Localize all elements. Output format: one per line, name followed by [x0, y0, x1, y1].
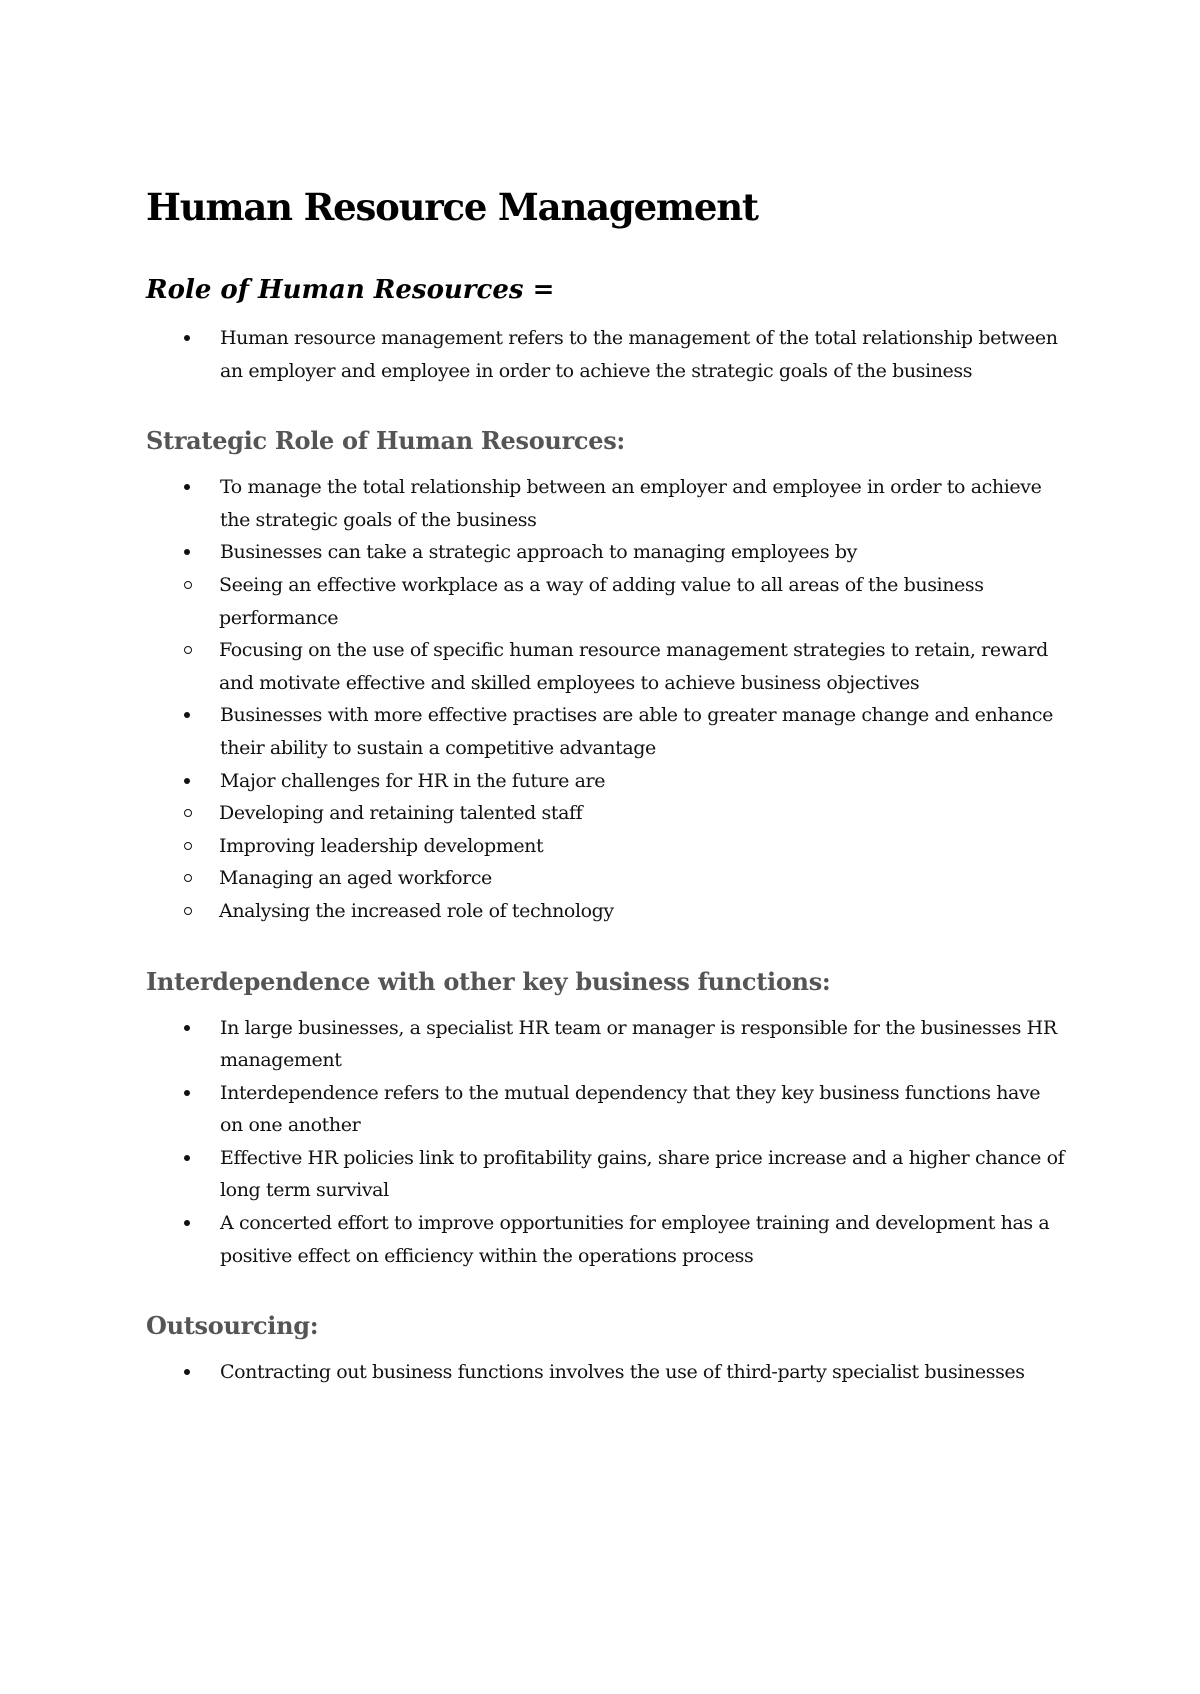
list-item [146, 1012, 1066, 1077]
document-page [146, 180, 1066, 1423]
list-item-text: In large businesses, a specialist HR team or manager is responsible for the businesses HR management [220, 1016, 1057, 1072]
section-heading: Outsourcing: [146, 1311, 319, 1341]
document-title: Human Resource Management [146, 185, 758, 229]
bullet-list [146, 699, 1066, 797]
list-item [146, 471, 1066, 536]
list-item-text: Contracting out business functions involves the use of third-party specialist businesses [220, 1361, 1025, 1384]
list-item [146, 1207, 1066, 1272]
list-item-text: To manage the total relationship between an employer and employee in order to achieve the strategic goals of the business [220, 476, 1042, 531]
bullet-list [146, 471, 1066, 569]
sub-list-item-text: Focusing on the use of specific human resource management strategies to retain, reward and motivate effective and skilled employees to achieve business objectives [219, 639, 1048, 694]
section-heading: Interdependence with other key business functions: [146, 966, 831, 996]
sub-list-item-text: Seeing an effective workplace as a way of adding value to all areas of the business performance [219, 573, 984, 629]
sub-bullet-list [146, 569, 1066, 699]
list-item-text: Businesses with more effective practises are able to greater manage change and enhance their ability to sustain a competitive advantage [220, 704, 1054, 759]
list-item [146, 765, 1066, 798]
sub-list-item-text: Improving leadership development [219, 834, 544, 857]
list-item [146, 322, 1066, 387]
sub-list-item [146, 797, 1066, 830]
sub-list-item [146, 862, 1066, 895]
sub-list-item [146, 830, 1066, 863]
sub-list-item-text: Analysing the increased role of technology [219, 899, 614, 922]
section-heading: Role of Human Resources = [146, 275, 555, 305]
list-item [146, 699, 1066, 764]
sub-list-item-text: Developing and retaining talented staff [219, 802, 583, 825]
section-outsourcing [146, 1306, 1066, 1389]
bullet-list [146, 322, 1066, 387]
bullet-list [146, 1356, 1066, 1389]
list-item [146, 1142, 1066, 1207]
list-item-text: Human resource management refers to the management of the total relationship between an employer and employee in order to achieve the strategic goals of the business [220, 327, 1058, 382]
list-item [146, 1356, 1066, 1389]
section-heading: Strategic Role of Human Resources: [146, 426, 625, 456]
section-strategic-role [146, 421, 1066, 927]
list-item-text: Major challenges for HR in the future are [220, 769, 606, 792]
list-item-text: Interdependence refers to the mutual dependency that they key business functions have on one another [220, 1081, 1041, 1137]
bullet-list [146, 1012, 1066, 1273]
section-role-of-hr [146, 270, 1066, 387]
sub-bullet-list [146, 797, 1066, 927]
list-item [146, 1077, 1066, 1142]
sub-list-item [146, 895, 1066, 928]
sub-list-item [146, 634, 1066, 699]
list-item-text: Businesses can take a strategic approach to managing employees by [220, 541, 857, 564]
sub-list-item-text: Managing an aged workforce [219, 867, 492, 890]
list-item-text: Effective HR policies link to profitability gains, share price increase and a higher chance of long term survival [220, 1146, 1065, 1202]
list-item-text: A concerted effort to improve opportunities for employee training and development has a positive effect on efficiency within the operations process [220, 1212, 1050, 1267]
section-interdependence [146, 962, 1066, 1273]
sub-list-item [146, 569, 1066, 634]
list-item [146, 536, 1066, 569]
